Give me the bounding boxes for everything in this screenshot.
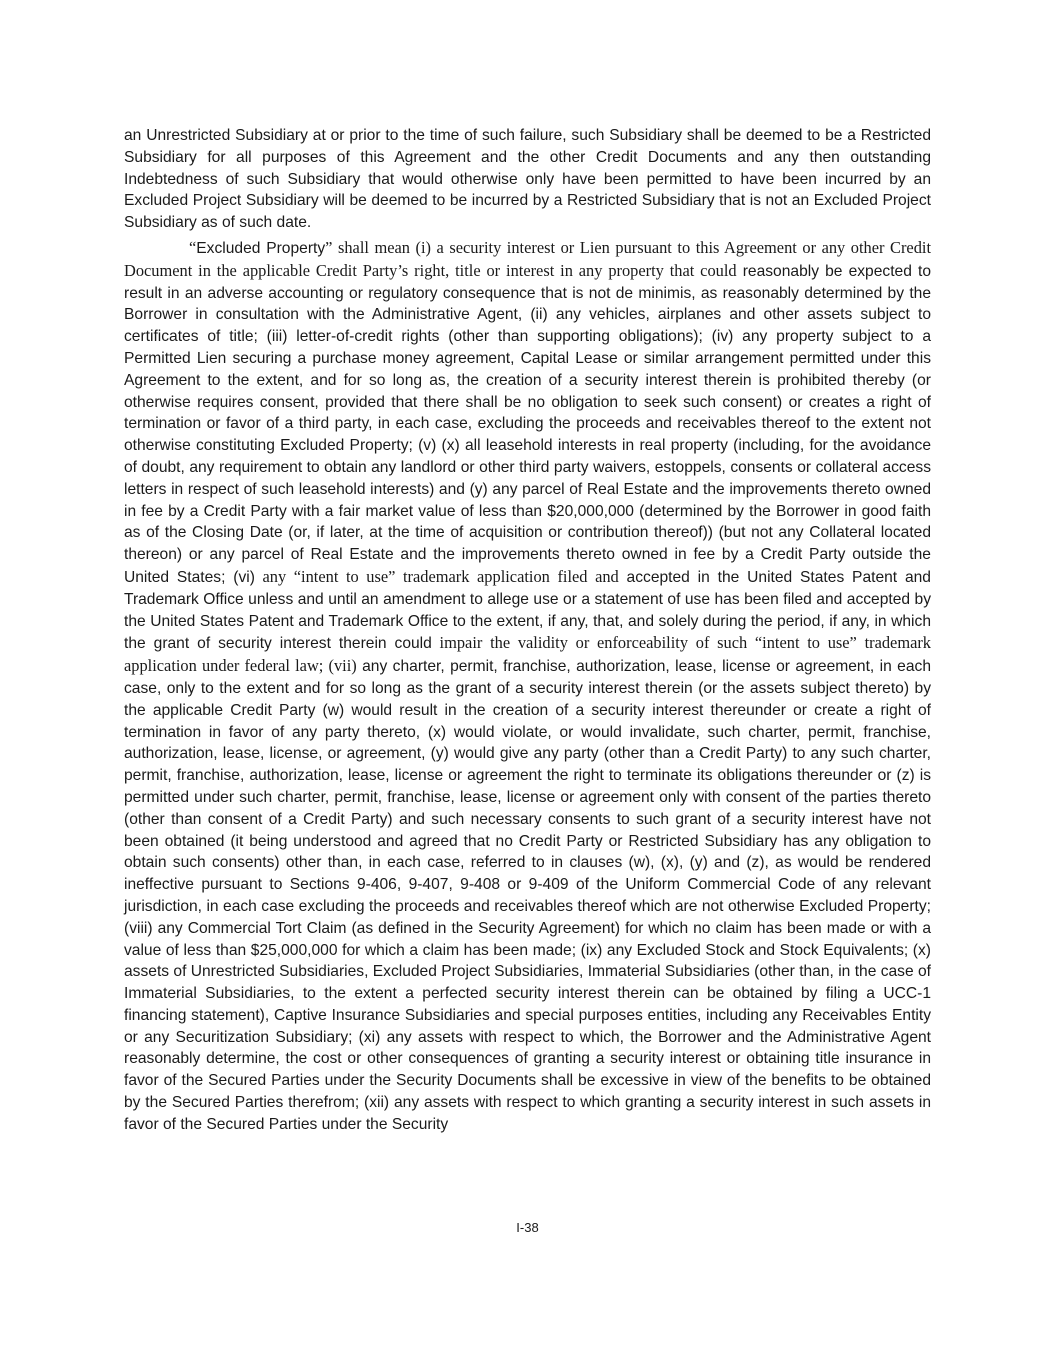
definition-body-1: reasonably be expected to result in an adverse accounting or regulatory consequence that is not de minimis, as reasonably determined by the Borrower in consultation with the Administrative Agent, (ii) any vehicles, airplanes and other assets subject to certificates of title; (iii) letter-of-credit rights (other than supporting obligations); (iv) any property subject to a Permitted Lien securing a purchase money agreement, Capital Lease or similar arrangement permitted under this Agreement to the extent, and for so long as, the creation of a security interest therein is prohibited thereby (or otherwise requires consent, provided that there shall be no obligation to seek such consent) or creates a right of termination or favor of a third party, in each case, excluding the proceeds and receivables thereof to the extent not otherwise constituting Excluded Property; (v) (x) all leasehold interests in real property (including, for the avoidance of doubt, any requirement to obtain any landlord or other third party waivers, estoppels, consents or collateral access letters in respect of such leasehold interests) and (y) any parcel of Real Estate and the improvements thereto owned in fee by a Credit Party with a fair market value of less than $20,000,000 (determined by the Borrower in good faith as of the Closing Date (or, if later, at the time of acquisition or contribution thereof)) (but not any Collateral located thereon) or any parcel of Real Estate and the improvements thereto owned in fee by a Credit Party outside the United States; (vi) — [124, 262, 931, 586]
paragraph-continuation: an Unrestricted Subsidiary at or prior to the time of such failure, such Subsidiary shall be deemed to be a Restricted Subsidiary for all purposes of this Agreement and the other Credit Documents and any then outstanding Indebtedness of such Subsidiary that would otherwise only have been permitted to have been incurred by an Excluded Project Subsidiary will be deemed to be incurred by a Restricted Subsidiary that is not an Excluded Project Subsidiary as of such date. — [124, 127, 931, 232]
definition-lead-in: ” shall mean (i) a security interest or Lien pursuant to this Agreement or any other Credit Document in the applicable Credit Party’s right, title or interest in any property that could — [124, 238, 931, 280]
open-quote: “ — [189, 238, 197, 257]
page-number: I-38 — [516, 1220, 539, 1235]
defined-term: Excluded Property — [196, 240, 326, 257]
definition-serif-1: any “intent to use” trademark application filed and — [254, 566, 619, 586]
definition-body-3: any charter, permit, franchise, authorization, lease, license or agreement, in each case, only to the extent and for so long as the grant of a security interest therein (or the assets subject thereto) by the applicable Credit Party (w) would result in the creation of a security interest thereunder or create a right of termination in favor of any party thereto, (x) would violate, or would invalidate, such charter, permit, franchise, authorization, lease, license, or agreement, (y) would give any party (other than a Credit Party) to any such charter, permit, franchise, authorization, lease, license or agreement the right to terminate its obligations thereunder or (z) is permitted under such charter, permit, franchise, lease, license or agreement only with consent of the parties thereto (other than consent of a Credit Party) and such necessary consents to such grant of a security interest have not been obtained (it being understood and agreed that no Credit Party or Restricted Subsidiary has any obligation to obtain such consents) other than, in each case, referred to in clauses (w), (x), (y) and (z), as would be rendered ineffective pursuant to Sections 9-406, 9-407, 9-408 or 9-409 of the Uniform Commercial Code of any relevant jurisdiction, in each case excluding the proceeds and receivables thereof which are not otherwise Excluded Property; (viii) any Commercial Tort Claim (as defined in the Security Agreement) for which no claim has been made or with a value of less than $25,000,000 for which a claim has been made; (ix) any Excluded Stock and Stock Equivalents; (x) assets of Unrestricted Subsidiaries, Excluded Project Subsidiaries, Immaterial Subsidiaries (other than, in the case of Immaterial Subsidiaries, to the extent a perfected security interest therein can be obtained by filing a UCC-1 financing statement), Captive Insurance Subsidiaries and special purposes entities, including any Receivables Entity or any Securitization Subsidiary; (xi) any assets with respect to which, the Borrower and the Administrative Agent reasonably determine, the cost or other consequences of granting a security interest or obtaining title insurance in favor of the Secured Parties under the Security Documents shall be excessive in view of the benefits to be obtained by the Secured Parties therefrom; (xii) any assets with respect to which granting a security interest in such assets in favor of the Secured Parties under the Security — [124, 658, 931, 1133]
definition-serif-2: impair the validity or enforceability of such “intent to use” trademark application under federal law; (vii) — [124, 633, 931, 676]
definition-body-2: accepted in the United States Patent and Trademark Office unless and until an amendment to allege use or a statement of use has been filed and accepted by the United States Patent and Trademark Office to the extent, if any, that, and solely during the period, if any, in which the grant of security interest therein could — [124, 568, 931, 653]
paragraph-excluded-property — [124, 237, 931, 1136]
